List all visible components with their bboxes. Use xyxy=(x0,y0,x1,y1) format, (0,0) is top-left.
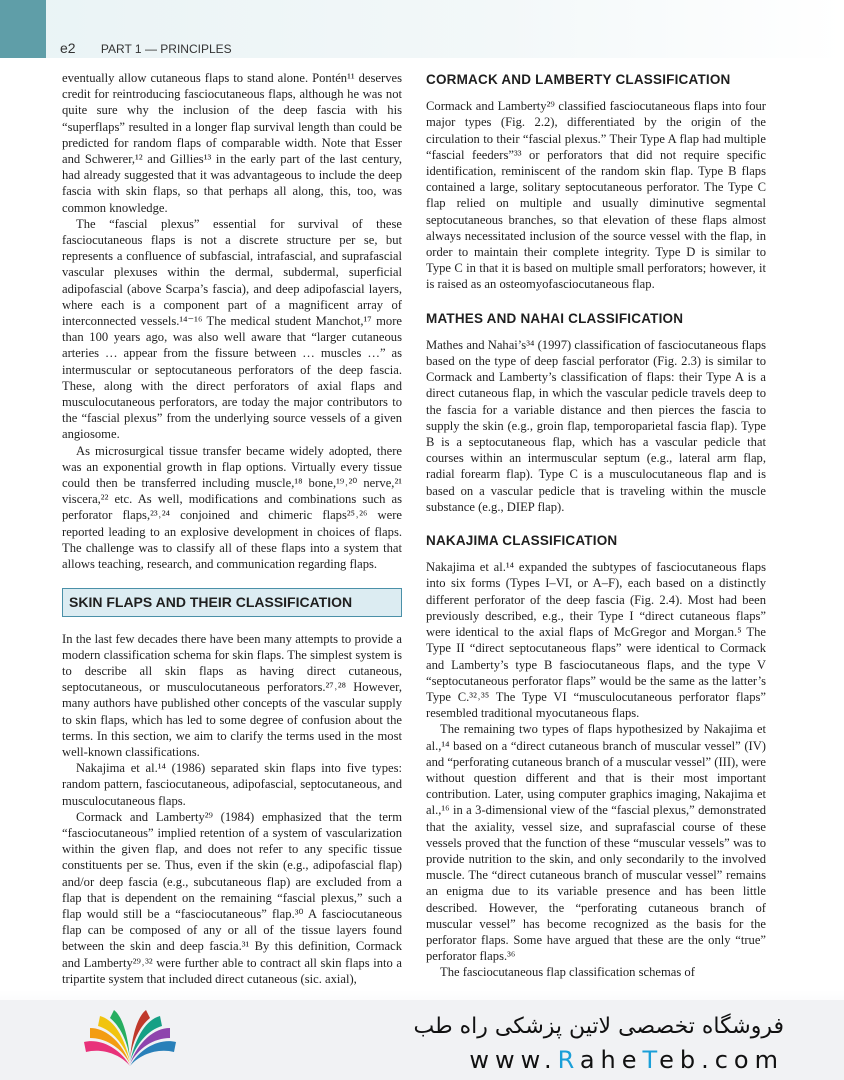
paragraph: Mathes and Nahai’s³⁴ (1997) classification of fasciocutaneous flaps based on the type of deep fascial perforator (Fig. 2.3) is similar to Cormack and Lamberty’s classification of flaps: their Type A is a direct cutaneous flap, in which the vascular pedicle travels deep to the fascia for a variable distance and then pierces the fascia to supply the skin (e.g., groin flap, temporoparietal fascia flap). Type B is a septocutaneous flap, which has a vascular pedicle that courses within an intermuscular septum (e.g., lateral arm flap, radial forearm flap). Type C is a musculocutaneous flap and is based on a vascular pedicle that is traveling within the muscle substance (e.g., DIEP flap). xyxy=(426,337,766,514)
paragraph: Nakajima et al.¹⁴ expanded the subtypes of fasciocutaneous flaps into six forms (Types I–VI, or A–F), each based on a distinctly different perforator of the deep fascia (Fig. 2.4). Most had been previously described, e.g., their Type I “direct cutaneous flaps” were identical to the axial flaps of McGregor and Morgan.⁵ The Type II “direct septocutaneous flaps” were identical to Cormack and Lamberty’s type B fasciocutaneous flaps, and the type V “septocutaneous perforator flaps” would be the same as the latter’s Type C.³²˒³⁵ The Type VI “musculocutaneous perforator flaps” resembled traditional myocutaneous flaps. xyxy=(426,560,766,721)
page-corner-tab xyxy=(0,0,46,58)
paragraph: Nakajima et al.¹⁴ (1986) separated skin flaps into five types: random pattern, fasciocutaneous, adipofascial, septocutaneous, and musculocutaneous flaps. xyxy=(62,761,402,808)
left-column xyxy=(62,70,402,987)
paragraph: The fasciocutaneous flap classification schemas of xyxy=(440,965,695,980)
page-number: e2 xyxy=(60,40,76,56)
paragraph: Cormack and Lamberty²⁹ classified fasciocutaneous flaps into four major types (Fig. 2.2), differentiated by the origin of the circulation to their “fascial plexus.” Their Type A flap had multiple “fascial feeders”³³ or perforators that did not require specific identification, reminiscent of the random skin flap. Type B flaps contained a large, solitary septocutaneous perforator. The Type C flap relied on multiple and usually diminutive segmental septocutaneous branches, so that elevation of these flaps almost always necessitated inclusion of the source vessel with the flap, in order to maintain their complete integrity. Type D is similar to Type C in that it is based on multiple small perforators; however, it is raised as an osteomyofasciocutaneous flap. xyxy=(426,99,766,292)
paragraph: In the last few decades there have been many attempts to provide a modern classification schema for skin flaps. The simplest system is to describe all skin flaps as having direct cutaneous, septocutaneous, or musculocutaneous perforators.²⁷˒²⁸ However, many authors have published other concepts of the vascular supply to skin flaps, which has led to some degree of confusion about the terms. In this section, we aim to clarify the terms used in the most well-known classifications. xyxy=(62,631,402,759)
paragraph: The remaining two types of flaps hypothesized by Nakajima et al.,¹⁴ based on a “direct cutaneous branch of muscular vessel” (IV) and “perforating cutaneous branch of a muscular vessel” (III), were without question different and that is their most important contribution. Later, using computer graphics imaging, Nakajima et al.,¹⁶ in a 3-dimensional view of the “fascial plexus,” demonstrated that the axiality, vessel size, and suprafascial course of these vessels proved that the function of these “muscular vessels” was to provide nutrition to the skin, and only secondarily to the involved muscle. The “direct cutaneous branch of muscular vessel” remains an enigma due to its variable presence and has been little described. However, the “perforating cutaneous branch of muscular vessel” has become recognized as the basis for the perforator flaps. Some have argued that these are the only “true” perforator flaps.³⁶ xyxy=(426,722,766,964)
section-heading-box: SKIN FLAPS AND THEIR CLASSIFICATION xyxy=(62,588,402,616)
subheading: MATHES AND NAHAI CLASSIFICATION xyxy=(426,310,684,326)
paragraph: Cormack and Lamberty²⁹ (1984) emphasized that the term “fasciocutaneous” implied retention of a system of vascularization within the given flap, and does not refer to any specific tissue constituents per se. Thus, even if the skin (e.g., adipofascial flap) and/or deep fascia (e.g., subcutaneous flap) are excluded from a flap that is dependent on the remaining “fascial plexus,” such a flap would still be a “fasciocutaneous” flap.³⁰ A fasciocutaneous flap can be composed of any or all of the tissue layers found between the skin and deep fascia.³¹ By this definition, Cormack and Lamberty²⁹˒³² were further able to contract all skin flaps into a tripartite system that included direct cutaneous (sic. axial), xyxy=(62,809,402,986)
subheading: CORMACK AND LAMBERTY CLASSIFICATION xyxy=(426,72,731,87)
paragraph: As microsurgical tissue transfer became widely adopted, there was an exponential growth in flap options. Virtually every tissue could then be transferred including muscle,¹⁸ bone,¹⁹˒²⁰ nerve,²¹ viscera,²² etc. As well, modifications and combinations such as perforator flaps,²³˒²⁴ conjoined and chimeric flaps²⁵˒²⁶ were reported leading to an explosive development in choices of flaps. The challenge was to classify all of these flaps into a system that allows teaching, research, and communication regarding flaps. xyxy=(62,443,402,572)
part-label: PART 1 — PRINCIPLES xyxy=(100,42,232,56)
running-header xyxy=(60,40,232,56)
paragraph: eventually allow cutaneous flaps to stand alone. Pontén¹¹ deserves credit for reintroducing fasciocutaneous flaps, although he was not quite sure why the inclusion of the deep fascia with his “superflaps” resulted in a longer flap survival length than could be predicted for random flaps of comparable width. Note that Esser and Schwerer,¹² and Gillies¹³ in the early part of the last century, had already suggested that it was advantageous to include the deep fascia with skin flaps, so that perhaps all along, this, too, was common knowledge. xyxy=(62,71,402,215)
open-book-logo-icon xyxy=(80,1008,180,1072)
store-name: فروشگاه تخصصی لاتین پزشکی راه طب xyxy=(413,1014,784,1039)
paragraph: The “fascial plexus” essential for survival of these fasciocutaneous flaps is not a discrete structure per se, but represents a confluence of subfascial, intrafascial, and suprafascial vascular plexuses within the dermal, subdermal, superficial adipofascial (above Scarpa’s fascia), and deep adipofascial layers, where each is a component part of a magnificent array of interconnected vessels.¹⁴⁻¹⁶ The medical student Manchot,¹⁷ more than 100 years ago, was also well aware that “larger cutaneous arteries … appear from the fissure between … muscles …” as intermuscular or septocutaneous perforators of the deep fascia. These, along with the direct perforators of axial flaps and musculocutaneous perforators, are today the major contributors to the “fascial plexus” from the underlying source vessels of a given angiosome. xyxy=(62,216,402,442)
right-column xyxy=(426,72,766,981)
subheading: NAKAJIMA CLASSIFICATION xyxy=(426,533,618,549)
store-url: www.RaheTeb.com xyxy=(469,1046,784,1074)
